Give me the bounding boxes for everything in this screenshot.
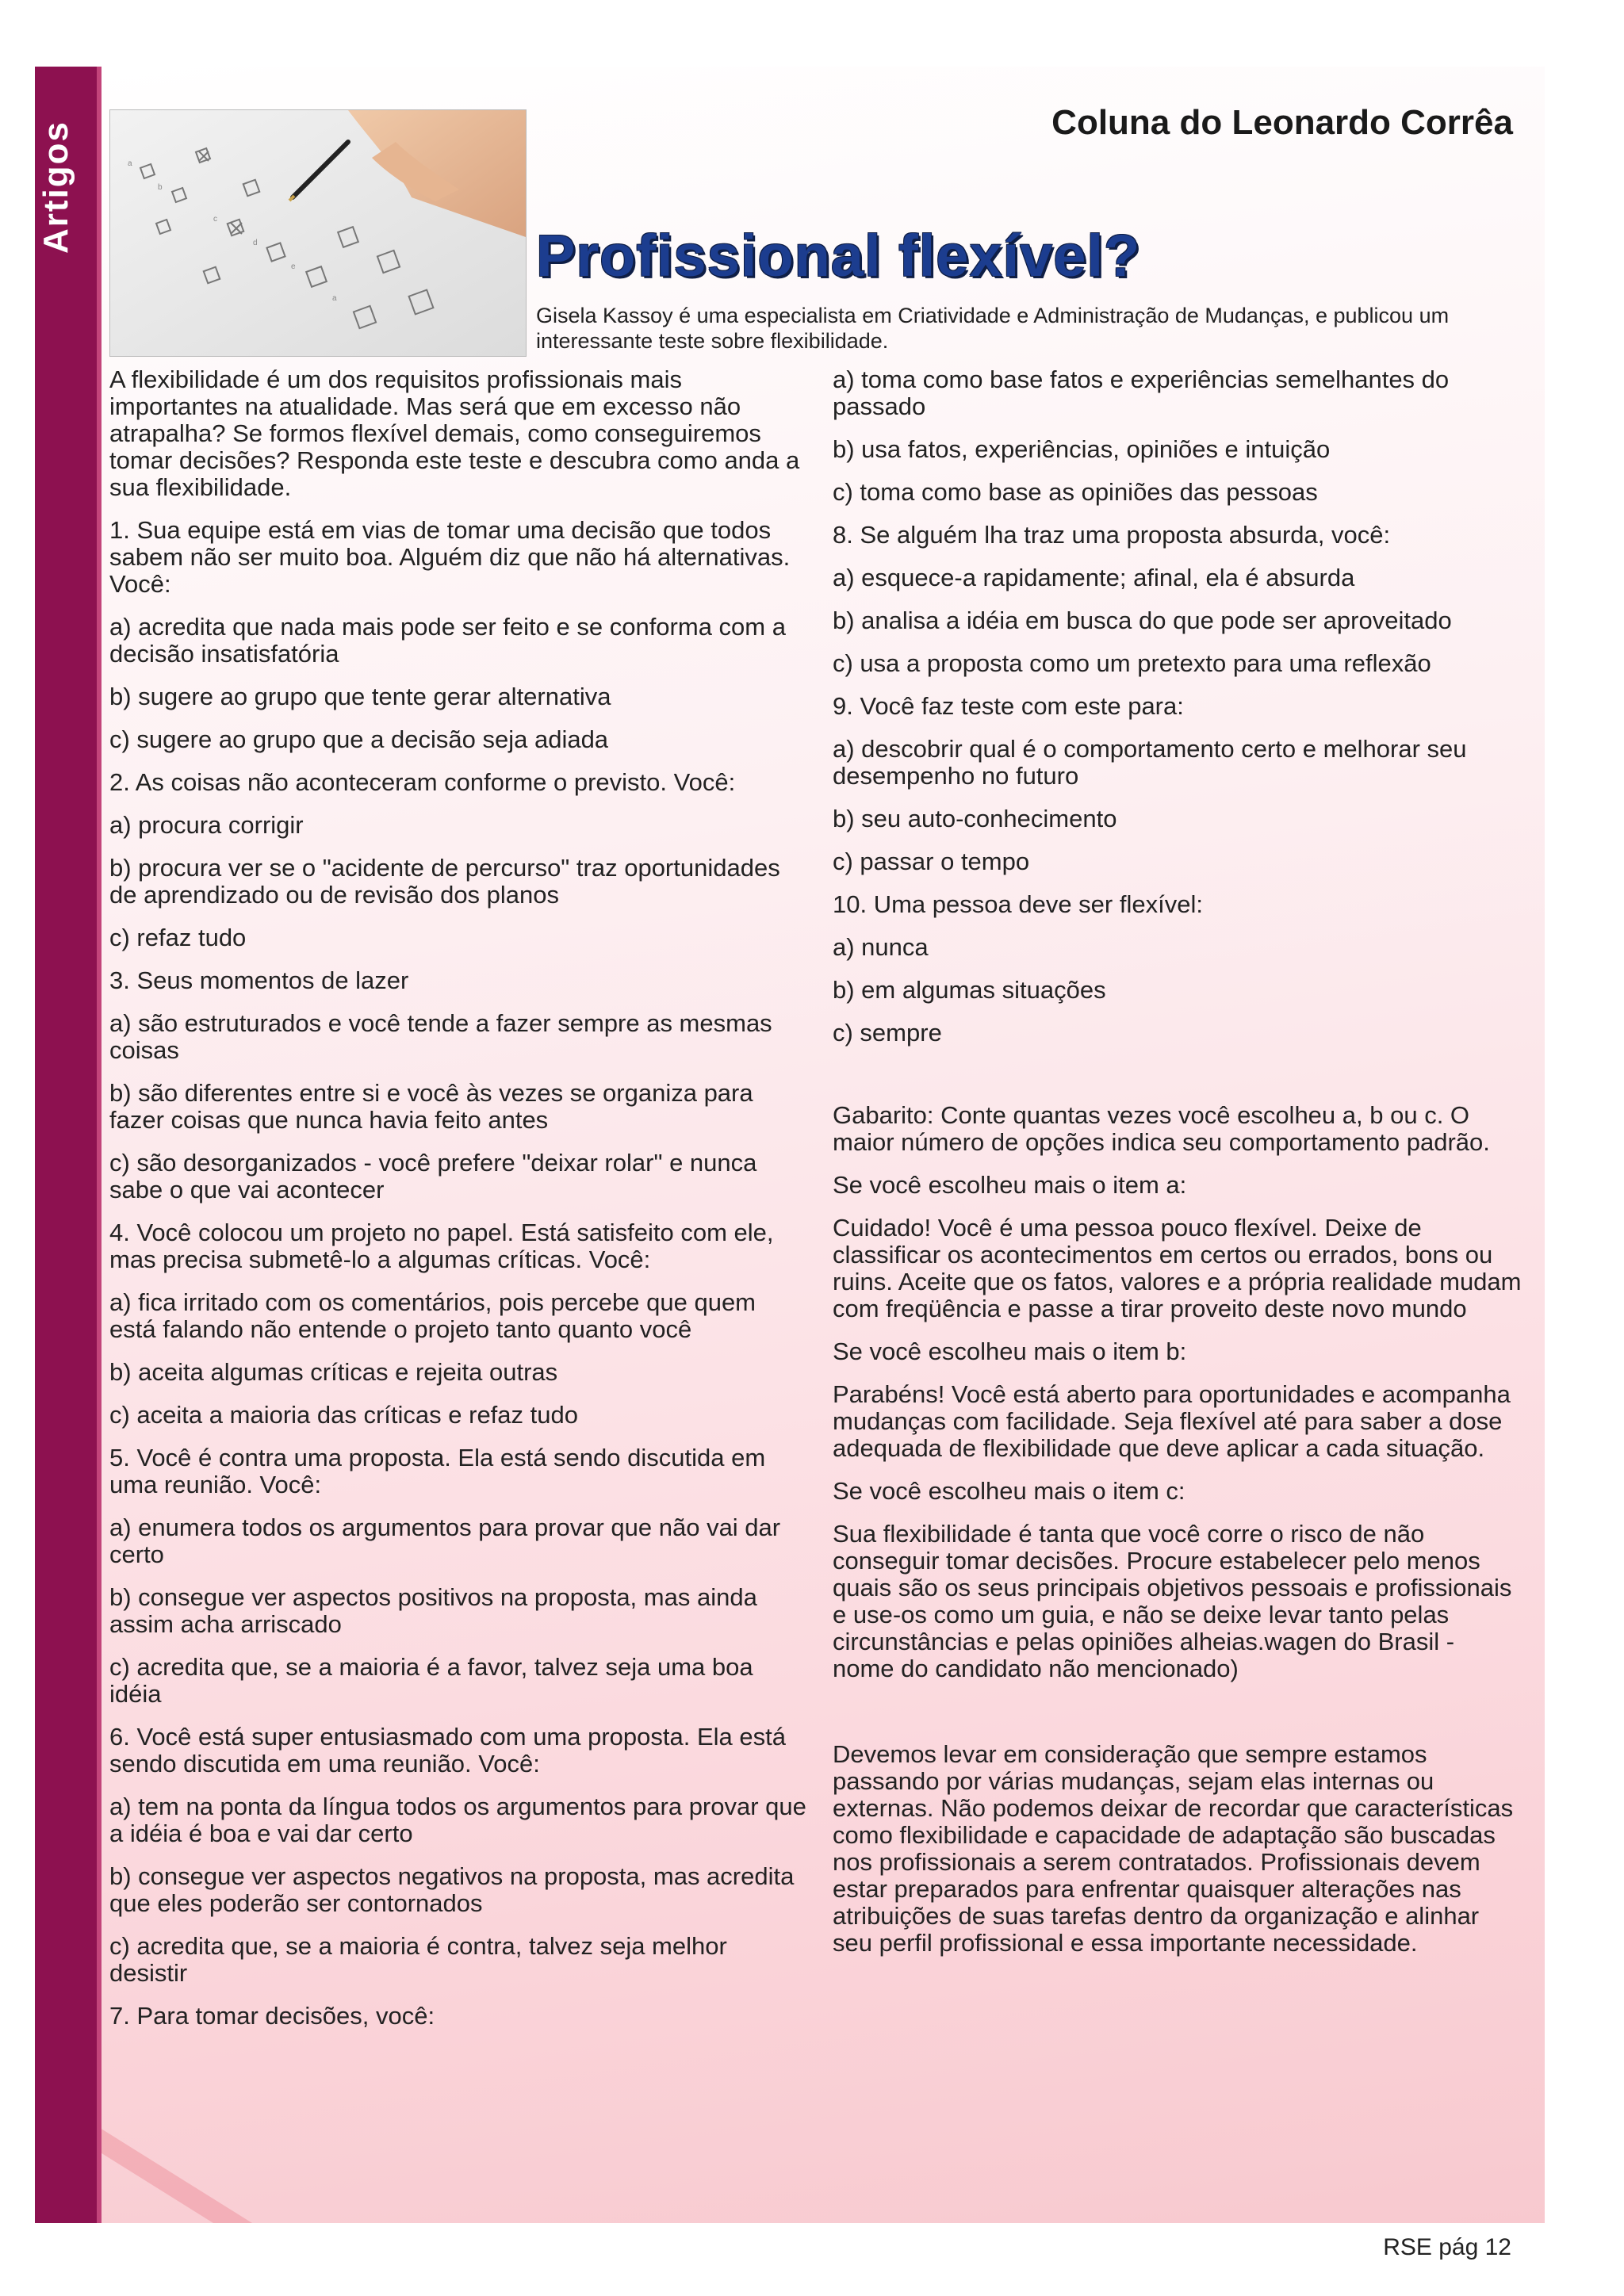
- column-title: Coluna do Leonardo Corrêa: [1051, 103, 1513, 142]
- question-10-option-b: b) em algumas situações: [833, 976, 1106, 1004]
- article-standfirst: Gisela Kassoy é uma especialista em Criatividade e Administração de Mudanças, e publicou um interessante teste sobre flexibilidade.: [536, 304, 1450, 353]
- question-8: 8. Se alguém lha traz uma proposta absurda, você:: [833, 521, 1391, 549]
- question-2-option-a: a) procura corrigir: [109, 811, 304, 839]
- question-1: 1. Sua equipe está em vias de tomar uma decisão que todos sabem não ser muito boa. Alguém diz que não há alternativas. Você:: [109, 516, 791, 598]
- svg-text:a: a: [332, 294, 337, 303]
- question-1-option-b: b) sugere ao grupo que tente gerar alternativa: [109, 683, 611, 710]
- question-6-option-b: b) consegue ver aspectos negativos na proposta, mas acredita que eles poderão ser contornados: [109, 1862, 795, 1917]
- decorative-swoosh: [97, 2096, 331, 2223]
- closing-paragraph: Devemos levar em consideração que sempre estamos passando por várias mudanças, sejam elas internas ou externas. Não podemos deixar de recordar que características como flexibilidade e capacidade de adaptação são buscadas nos profissionais a serem contratados. Profissionais devem estar preparados para enfrentar quaisquer alterações nas atribuições de suas tarefas dentro da organização e alinhar seu perfil profissional e essa importante necessidade.: [833, 1740, 1514, 1957]
- question-2-option-b: b) procura ver se o "acidente de percurso" traz oportunidades de aprendizado ou de revisão dos planos: [109, 854, 780, 909]
- question-5: 5. Você é contra uma proposta. Ela está sendo discutida em uma reunião. Você:: [109, 1444, 766, 1498]
- svg-text:d: d: [253, 239, 258, 247]
- answer-sheet-image: [110, 110, 526, 356]
- question-6-option-c: c) acredita que, se a maioria é contra, talvez seja melhor desistir: [109, 1932, 727, 1987]
- section-label: Artigos: [36, 121, 75, 254]
- question-7-option-b: b) usa fatos, experiências, opiniões e intuição: [833, 435, 1331, 463]
- question-7: 7. Para tomar decisões, você:: [109, 2002, 435, 2030]
- svg-text:c: c: [213, 215, 217, 224]
- question-5-option-b: b) consegue ver aspectos positivos na proposta, mas ainda assim acha arriscado: [109, 1583, 757, 1638]
- question-1-option-a: a) acredita que nada mais pode ser feito e se conforma com a decisão insatisfatória: [109, 613, 786, 668]
- question-3: 3. Seus momentos de lazer: [109, 966, 409, 994]
- result-c-text: Sua flexibilidade é tanta que você corre o risco de não conseguir tomar decisões. Procure estabelecer pelo menos quais são os seus principais objetivos pessoais e profissionais e use-os como um guia, e não se deixe levar tanto pelas circunstâncias e pelas opiniões alheias.wagen do Brasil - nome do candidato não mencionado): [833, 1520, 1512, 1682]
- question-4-option-c: c) aceita a maioria das críticas e refaz tudo: [109, 1401, 578, 1429]
- question-10-option-a: a) nunca: [833, 933, 929, 961]
- question-2: 2. As coisas não aconteceram conforme o previsto. Você:: [109, 768, 736, 796]
- question-8-option-c: c) usa a proposta como um pretexto para uma reflexão: [833, 649, 1431, 677]
- question-9-option-a: a) descobrir qual é o comportamento certo e melhorar seu desempenho no futuro: [833, 735, 1467, 790]
- result-b-text: Parabéns! Você está aberto para oportunidades e acompanha mudanças com facilidade. Seja flexível até para saber a dose adequada de flexibilidade que deve aplicar a cada situação.: [833, 1380, 1511, 1462]
- question-10-option-c: c) sempre: [833, 1019, 942, 1047]
- svg-text:b: b: [158, 183, 163, 192]
- question-3-option-b: b) são diferentes entre si e você às vezes se organiza para fazer coisas que nunca havia feito antes: [109, 1079, 753, 1134]
- intro-paragraph: A flexibilidade é um dos requisitos profissionais mais importantes na atualidade. Mas será que em excesso não atrapalha? Se formos flexível demais, como conseguiremos tomar decisões? Responda este teste e descubra como anda a sua flexibilidade.: [109, 365, 800, 501]
- question-4-option-a: a) fica irritado com os comentários, pois percebe que quem está falando não entende o projeto tanto quanto você: [109, 1288, 756, 1343]
- answer-key-intro: Gabarito: Conte quantas vezes você escolheu a, b ou c. O maior número de opções indica seu comportamento padrão.: [833, 1101, 1490, 1156]
- article-headline: Profissional flexível?: [536, 223, 1141, 289]
- page-footer: RSE pág 12: [1383, 2234, 1511, 2260]
- question-9-option-c: c) passar o tempo: [833, 848, 1030, 875]
- question-3-option-a: a) são estruturados e você tende a fazer sempre as mesmas coisas: [109, 1009, 772, 1064]
- question-7-option-c: c) toma como base as opiniões das pessoas: [833, 478, 1318, 506]
- question-2-option-c: c) refaz tudo: [109, 924, 247, 951]
- result-c-heading: Se você escolheu mais o item c:: [833, 1477, 1185, 1505]
- question-4-option-b: b) aceita algumas críticas e rejeita outras: [109, 1358, 558, 1386]
- question-9-option-b: b) seu auto-conhecimento: [833, 805, 1117, 832]
- question-8-option-a: a) esquece-a rapidamente; afinal, ela é absurda: [833, 564, 1355, 591]
- question-7-option-a: a) toma como base fatos e experiências semelhantes do passado: [833, 365, 1450, 420]
- result-a-text: Cuidado! Você é uma pessoa pouco flexível. Deixe de classificar os acontecimentos em certos ou errados, bons ou ruins. Aceite que os fatos, valores e a própria realidade mudam com freqüência e passe a tirar proveito deste novo mundo: [833, 1214, 1522, 1322]
- result-b-heading: Se você escolheu mais o item b:: [833, 1337, 1187, 1365]
- question-6-option-a: a) tem na ponta da língua todos os argumentos para provar que a idéia é boa e vai dar certo: [109, 1793, 806, 1847]
- question-9: 9. Você faz teste com este para:: [833, 692, 1184, 720]
- question-10: 10. Uma pessoa deve ser flexível:: [833, 890, 1203, 918]
- svg-text:e: e: [291, 262, 296, 271]
- question-4: 4. Você colocou um projeto no papel. Está satisfeito com ele, mas precisa submetê-lo a algumas críticas. Você:: [109, 1219, 774, 1273]
- question-5-option-a: a) enumera todos os argumentos para provar que não vai dar certo: [109, 1513, 781, 1568]
- question-8-option-b: b) analisa a idéia em busca do que pode ser aproveitado: [833, 607, 1452, 634]
- question-3-option-c: c) são desorganizados - você prefere "deixar rolar" e nunca sabe o que vai acontecer: [109, 1149, 757, 1203]
- question-6: 6. Você está super entusiasmado com uma proposta. Ela está sendo discutida em uma reunião. Você:: [109, 1723, 786, 1777]
- article-column-right: [833, 366, 1522, 1973]
- section-sidebar: [35, 67, 102, 2223]
- article-photo: [109, 109, 527, 357]
- result-a-heading: Se você escolheu mais o item a:: [833, 1171, 1187, 1199]
- svg-text:a: a: [128, 159, 132, 168]
- question-1-option-c: c) sugere ao grupo que a decisão seja adiada: [109, 725, 609, 753]
- question-5-option-c: c) acredita que, se a maioria é a favor, talvez seja uma boa idéia: [109, 1653, 753, 1708]
- article-column-left: [109, 366, 807, 2045]
